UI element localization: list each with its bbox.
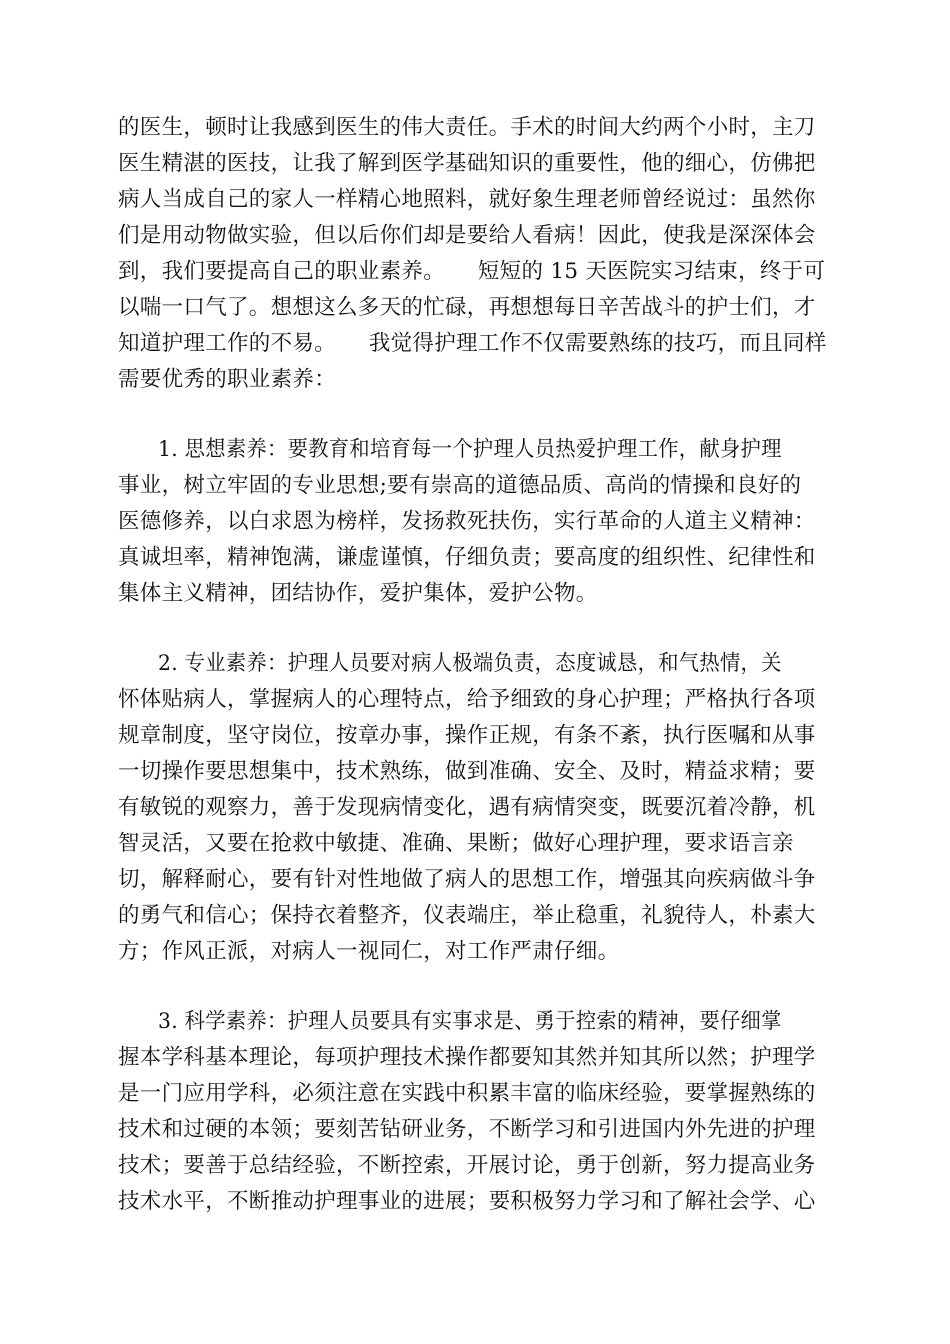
text-line: 是一门应用学科，必须注意在实践中积累丰富的临床经验，要掌握熟练的 xyxy=(118,1081,816,1106)
text-line: 到，我们要提高自己的职业素养。 短短的 15 天医院实习结束，终于可 xyxy=(118,259,826,284)
text-line: 1. 思想素养：要教育和培育每一个护理人员热爱护理工作，献身护理 xyxy=(158,437,782,462)
text-line: 规章制度，坚守岗位，按章办事，操作正规，有条不紊，执行医嘱和从事 xyxy=(118,723,816,748)
text-line: 怀体贴病人，掌握病人的心理特点，给予细致的身心护理；严格执行各项 xyxy=(118,687,816,712)
text-line: 们是用动物做实验，但以后你们却是要给人看病！因此，使我是深深体会 xyxy=(118,223,816,248)
text-line: 3. 科学素养：护理人员要具有实事求是、勇于控索的精神，要仔细掌 xyxy=(158,1009,782,1034)
text-line: 医德修养，以白求恩为榜样，发扬救死扶伤，实行革命的人道主义精神： xyxy=(118,509,816,534)
text-line: 的勇气和信心；保持衣着整齐，仪表端庄，举止稳重，礼貌待人，朴素大 xyxy=(118,903,816,928)
text-line: 技术水平，不断推动护理事业的进展；要积极努力学习和了解社会学、心 xyxy=(118,1189,816,1214)
text-line: 真诚坦率，精神饱满，谦虚谨慎，仔细负责；要高度的组织性、纪律性和 xyxy=(118,545,816,570)
text-line: 智灵活，又要在抢救中敏捷、准确、果断；做好心理护理，要求语言亲 xyxy=(118,831,794,856)
text-line: 握本学科基本理论，每项护理技术操作都要知其然并知其所以然；护理学 xyxy=(118,1045,816,1070)
text-line: 以喘一口气了。想想这么多天的忙碌，再想想每日辛苦战斗的护士们，才 xyxy=(118,295,816,320)
text-line: 的医生，顿时让我感到医生的伟大责任。手术的时间大约两个小时，主刀 xyxy=(118,115,816,140)
text-line: 知道护理工作的不易。 我觉得护理工作不仅需要熟练的技巧，而且同样 xyxy=(118,331,827,356)
text-line: 技术和过硬的本领；要刻苦钻研业务，不断学习和引进国内外先进的护理 xyxy=(118,1117,816,1142)
text-line: 集体主义精神，团结协作，爱护集体，爱护公物。 xyxy=(118,581,598,606)
text-line: 2. 专业素养：护理人员要对病人极端负责，态度诚恳，和气热情，关 xyxy=(158,651,782,676)
text-line: 技术；要善于总结经验，不断控索，开展讨论，勇于创新，努力提高业务 xyxy=(118,1153,816,1178)
text-line: 需要优秀的职业素养： xyxy=(118,367,337,392)
text-line: 方；作风正派，对病人一视同仁，对工作严肃仔细。 xyxy=(118,939,620,964)
text-line: 切，解释耐心，要有针对性地做了病人的思想工作，增强其向疾病做斗争 xyxy=(118,867,816,892)
text-line: 医生精湛的医技，让我了解到医学基础知识的重要性，他的细心，仿佛把 xyxy=(118,151,816,176)
text-line: 事业，树立牢固的专业思想;要有崇高的道德品质、高尚的情操和良好的 xyxy=(118,473,802,498)
text-line: 病人当成自己的家人一样精心地照料，就好象生理老师曾经说过：虽然你 xyxy=(118,187,816,212)
text-line: 有敏锐的观察力，善于发现病情变化，遇有病情突变，既要沉着冷静，机 xyxy=(118,795,816,820)
text-line: 一切操作要思想集中，技术熟练，做到准确、安全、及时，精益求精；要 xyxy=(118,759,816,784)
